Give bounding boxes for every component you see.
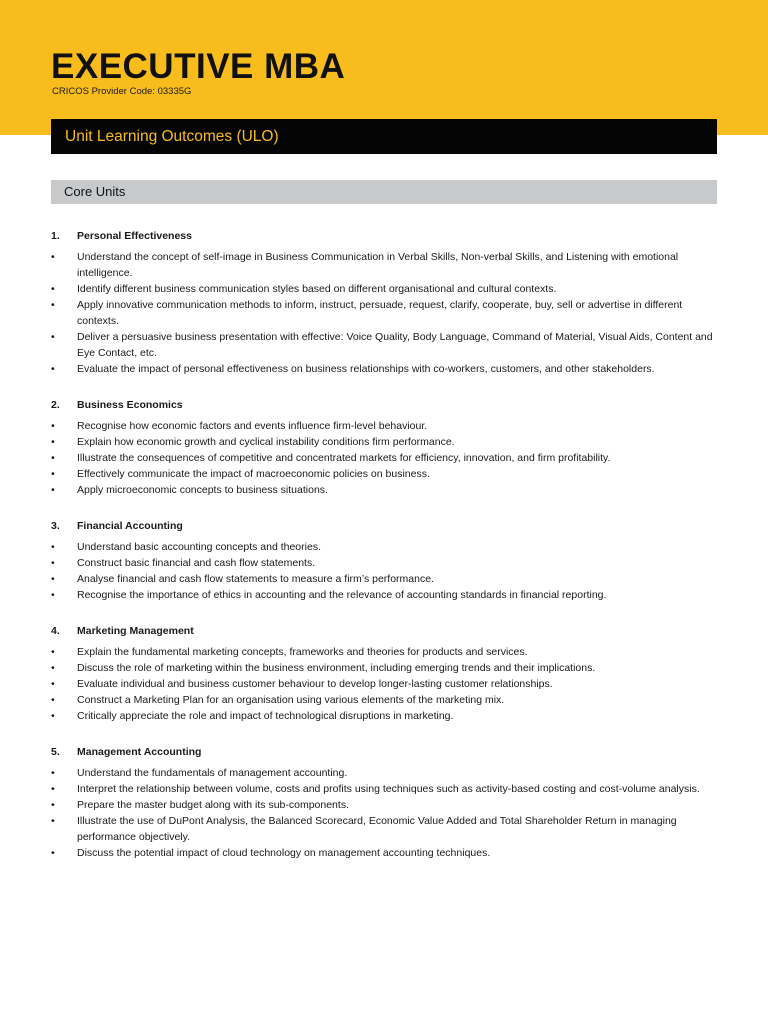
- outcome-text: Analyse financial and cash flow statements to measure a firm’s performance.: [77, 573, 434, 585]
- outcome-text: Apply microeconomic concepts to business situations.: [77, 484, 328, 496]
- outcome-text: Recognise the importance of ethics in accounting and the relevance of accounting standards in financial reporting.: [77, 589, 607, 601]
- unit-section: [51, 397, 717, 498]
- outcome-text: Discuss the role of marketing within the business environment, including emerging trends and their implications.: [77, 662, 596, 674]
- bullet-icon: •: [51, 363, 55, 375]
- outcome-item: [51, 781, 717, 797]
- outcome-item: [51, 539, 717, 555]
- outcome-text: Explain how economic growth and cyclical instability conditions firm performance.: [77, 436, 455, 448]
- outcome-text: Discuss the potential impact of cloud technology on management accounting techniques.: [77, 847, 491, 859]
- outcome-item: [51, 329, 717, 361]
- outcome-text: Effectively communicate the impact of macroeconomic policies on business.: [77, 468, 430, 480]
- outcome-text: Understand basic accounting concepts and theories.: [77, 541, 321, 553]
- outcome-text: Evaluate individual and business customer behaviour to develop longer-lasting customer relationships.: [77, 678, 553, 690]
- unit-name: Management Accounting: [77, 746, 202, 758]
- bullet-icon: •: [51, 331, 55, 343]
- unit-name: Business Economics: [77, 399, 183, 411]
- bullet-icon: •: [51, 420, 55, 432]
- unit-number: 4.: [51, 625, 60, 637]
- unit-number: 2.: [51, 399, 60, 411]
- outcome-text: Interpret the relationship between volume, costs and profits using techniques such as activity-based costing and cost-volume analysis.: [77, 783, 700, 795]
- unit-number: 1.: [51, 230, 60, 242]
- ulo-heading: Unit Learning Outcomes (ULO): [65, 128, 279, 145]
- unit-heading: [51, 623, 717, 639]
- bullet-icon: •: [51, 452, 55, 464]
- outcome-text: Illustrate the use of DuPont Analysis, the Balanced Scorecard, Economic Value Added and Total Shareholder Return in managing performance objectively.: [77, 815, 677, 843]
- ulo-heading-bar: [51, 119, 717, 154]
- outcome-item: [51, 571, 717, 587]
- bullet-icon: •: [51, 251, 55, 263]
- outcome-item: [51, 249, 717, 281]
- outcome-item: [51, 845, 717, 861]
- outcome-item: [51, 644, 717, 660]
- outcome-item: [51, 450, 717, 466]
- outcome-item: [51, 297, 717, 329]
- outcome-item: [51, 676, 717, 692]
- bullet-icon: •: [51, 299, 55, 311]
- unit-heading: [51, 518, 717, 534]
- unit-name: Marketing Management: [77, 625, 194, 637]
- outcome-item: [51, 660, 717, 676]
- bullet-icon: •: [51, 767, 55, 779]
- outcome-text: Understand the fundamentals of management accounting.: [77, 767, 348, 779]
- outcome-item: [51, 361, 717, 377]
- unit-heading: [51, 744, 717, 760]
- bullet-icon: •: [51, 646, 55, 658]
- outcome-text: Explain the fundamental marketing concepts, frameworks and theories for products and services.: [77, 646, 528, 658]
- outcome-item: [51, 281, 717, 297]
- outcome-item: [51, 555, 717, 571]
- outcome-text: Illustrate the consequences of competitive and concentrated markets for efficiency, innovation, and firm profitability.: [77, 452, 611, 464]
- bullet-icon: •: [51, 589, 55, 601]
- core-units-bar: [51, 180, 717, 204]
- outcome-list: [51, 765, 717, 861]
- outcome-item: [51, 587, 717, 603]
- bullet-icon: •: [51, 283, 55, 295]
- unit-section: [51, 744, 717, 861]
- unit-section: [51, 518, 717, 603]
- outcome-list: [51, 418, 717, 498]
- outcome-text: Construct a Marketing Plan for an organisation using various elements of the marketing mix.: [77, 694, 505, 706]
- bullet-icon: •: [51, 468, 55, 480]
- outcome-item: [51, 797, 717, 813]
- bullet-icon: •: [51, 557, 55, 569]
- bullet-icon: •: [51, 710, 55, 722]
- bullet-icon: •: [51, 815, 55, 827]
- outcome-item: [51, 708, 717, 724]
- bullet-icon: •: [51, 436, 55, 448]
- outcome-text: Critically appreciate the role and impact of technological disruptions in marketing.: [77, 710, 454, 722]
- page-title: EXECUTIVE MBA: [51, 47, 346, 86]
- outcome-item: [51, 434, 717, 450]
- outcome-item: [51, 692, 717, 708]
- outcome-text: Understand the concept of self-image in Business Communication in Verbal Skills, Non-verbal Skills, and Listening with emotional intelligence.: [77, 251, 679, 279]
- outcome-text: Recognise how economic factors and events influence firm-level behaviour.: [77, 420, 428, 432]
- unit-number: 3.: [51, 520, 60, 532]
- unit-section: [51, 623, 717, 724]
- outcome-item: [51, 482, 717, 498]
- outcome-text: Evaluate the impact of personal effectiveness on business relationships with co-workers, customers, and other stakeholders.: [77, 363, 655, 375]
- unit-name: Personal Effectiveness: [77, 230, 192, 242]
- outcome-list: [51, 539, 717, 603]
- unit-name: Financial Accounting: [77, 520, 183, 532]
- bullet-icon: •: [51, 662, 55, 674]
- bullet-icon: •: [51, 573, 55, 585]
- provider-code: CRICOS Provider Code: 03335G: [52, 86, 192, 97]
- outcome-list: [51, 644, 717, 724]
- core-units-heading: Core Units: [64, 184, 126, 199]
- unit-heading: [51, 397, 717, 413]
- outcome-text: Prepare the master budget along with its sub-components.: [77, 799, 349, 811]
- bullet-icon: •: [51, 694, 55, 706]
- outcome-item: [51, 466, 717, 482]
- outcome-item: [51, 813, 717, 845]
- outcome-list: [51, 249, 717, 377]
- bullet-icon: •: [51, 541, 55, 553]
- bullet-icon: •: [51, 799, 55, 811]
- bullet-icon: •: [51, 678, 55, 690]
- outcome-text: Apply innovative communication methods to inform, instruct, persuade, request, clarify, cooperate, buy, sell or advertise in different contexts.: [77, 299, 683, 327]
- outcome-text: Deliver a persuasive business presentation with effective: Voice Quality, Body Language, Command of Material, Visual Aids, Content and Eye Contact, etc.: [77, 331, 713, 359]
- outcome-item: [51, 765, 717, 781]
- bullet-icon: •: [51, 484, 55, 496]
- unit-number: 5.: [51, 746, 60, 758]
- bullet-icon: •: [51, 783, 55, 795]
- outcome-item: [51, 418, 717, 434]
- bullet-icon: •: [51, 847, 55, 859]
- unit-section: [51, 228, 717, 377]
- unit-list: [51, 228, 717, 881]
- unit-heading: [51, 228, 717, 244]
- outcome-text: Construct basic financial and cash flow statements.: [77, 557, 316, 569]
- outcome-text: Identify different business communication styles based on different organisational and cultural contexts.: [77, 283, 557, 295]
